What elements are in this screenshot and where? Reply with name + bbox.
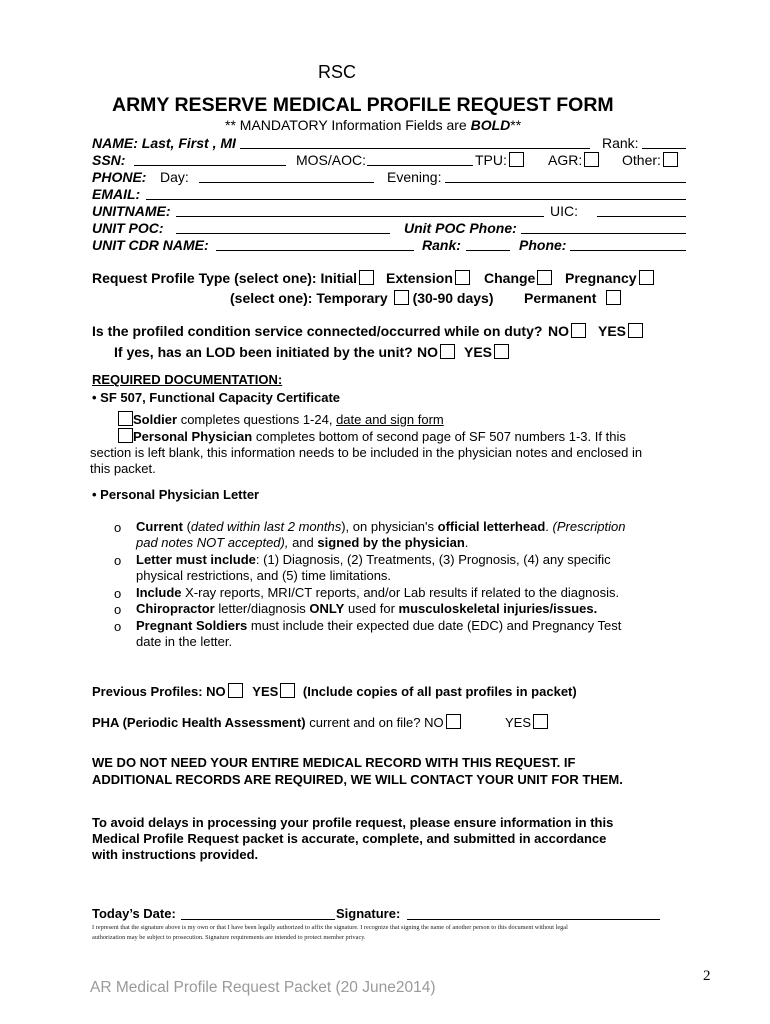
notice-line-4: Medical Profile Request packet is accurate, complete, and submitted in accordance [92,831,607,846]
day-phone-field[interactable] [199,171,374,183]
org-label: RSC [318,62,357,82]
unit-poc-label: UNIT POC: [92,220,164,236]
bullet-marker: o [114,520,122,535]
previous-no-checkbox[interactable] [228,683,243,698]
uic-label: UIC: [550,203,578,219]
unitname-label: UNITNAME: [92,203,171,219]
footer-text: AR Medical Profile Request Packet (20 June2014) [90,979,436,996]
change-checkbox[interactable] [537,270,552,285]
name-label: NAME: Last, First , MI [92,135,236,151]
item-current: Current (dated within last 2 months), on physician's official letterhead. (Prescription [136,519,626,534]
pha-yes-option[interactable]: YES [505,714,548,730]
request-type-row: Request Profile Type (select one): Initial [92,270,374,286]
disclaimer-line-2: authorization may be subject to prosecution. Signature requirements are intended to protect member privacy. [92,934,366,941]
unit-poc-phone-field[interactable] [521,222,686,234]
extension-checkbox[interactable] [455,270,470,285]
signature-label: Signature: [336,906,401,921]
condition-question: Is the profiled condition service connected/occurred while on duty? [92,323,543,339]
pregnancy-checkbox[interactable] [639,270,654,285]
notice-line-1: WE DO NOT NEED YOUR ENTIRE MEDICAL RECORD WITH THIS REQUEST. IF [92,755,576,770]
email-label: EMAIL: [92,186,141,202]
bullet-marker: o [114,619,122,634]
mos-label: MOS/AOC: [296,152,367,168]
unit-cdr-field[interactable] [216,239,414,251]
todays-date-field[interactable] [181,908,335,920]
initial-checkbox[interactable] [359,270,374,285]
condition-yes-checkbox[interactable] [628,323,643,338]
other-option[interactable]: Other: [622,152,678,168]
bullet-marker: o [114,602,122,617]
evening-label: Evening: [387,169,442,185]
physician-checkbox[interactable] [118,428,133,443]
physician-letter-item: • Personal Physician Letter [92,487,260,502]
name-field[interactable] [240,137,590,149]
tpu-option[interactable]: TPU: [475,152,524,168]
todays-date-label: Today’s Date: [92,906,176,921]
disclaimer-line-1: I represent that the signature above is my own or that I have been legally authorized to affix the signature. I recognize that signing the name of another person to this document without legal [92,924,568,931]
ssn-label: SSN: [92,152,126,168]
notice-line-5: with instructions provided. [92,847,259,862]
other-checkbox[interactable] [663,152,678,167]
day-label: Day: [160,169,189,185]
temporary-checkbox[interactable] [394,290,409,305]
item-current-line-2: pad notes NOT accepted), and signed by the physician. [136,535,469,550]
notice-line-3: To avoid delays in processing your profile request, please ensure information in this [92,815,614,830]
temporary-option[interactable]: (select one): Temporary (30-90 days) [230,290,494,306]
condition-no-option[interactable]: NO [548,323,586,339]
unitname-field[interactable] [176,205,544,217]
unit-poc-field[interactable] [176,222,390,234]
cdr-phone-label: Phone: [519,237,567,253]
cdr-rank-label: Rank: [422,237,461,253]
cdr-phone-field[interactable] [570,239,686,251]
soldier-checkbox[interactable] [118,411,133,426]
item-pregnant-line-2: date in the letter. [136,634,233,649]
extension-option[interactable]: Extension [386,270,470,286]
uic-field[interactable] [597,205,686,217]
item-pregnant: Pregnant Soldiers must include their expected due date (EDC) and Pregnancy Test [136,618,622,633]
physician-line-3: this packet. [90,461,156,476]
tpu-checkbox[interactable] [509,152,524,167]
unit-cdr-label: UNIT CDR NAME: [92,237,209,253]
ssn-field[interactable] [134,154,286,166]
cdr-rank-field[interactable] [466,239,510,251]
change-option[interactable]: Change [484,270,552,286]
pha-yes-checkbox[interactable] [533,714,548,729]
mos-field[interactable] [367,154,473,166]
item-chiropractor: Chiropractor letter/diagnosis ONLY used for musculoskeletal injuries/issues. [136,601,598,616]
lod-no-checkbox[interactable] [440,344,455,359]
pha-no-checkbox[interactable] [446,714,461,729]
pha-row: PHA (Periodic Health Assessment) current and on file? NO [92,714,461,730]
bullet-marker: o [114,586,122,601]
permanent-checkbox[interactable] [606,290,621,305]
mandatory-note: ** MANDATORY Information Fields are BOLD** [225,117,522,133]
evening-phone-field[interactable] [445,171,686,183]
notice-line-2: ADDITIONAL RECORDS ARE REQUIRED, WE WILL CONTACT YOUR UNIT FOR THEM. [92,772,623,787]
rank-field[interactable] [642,137,686,149]
previous-profiles-row: Previous Profiles: NO YES (Include copies of all past profiles in packet) [92,684,577,699]
item-letter-include: Letter must include: (1) Diagnosis, (2) Treatments, (3) Prognosis, (4) any specific [136,552,611,567]
email-field[interactable] [146,188,686,200]
rank-label: Rank: [602,135,639,151]
lod-yes-checkbox[interactable] [494,344,509,359]
item-letter-include-line-2: physical restrictions, and (5) time limitations. [136,568,392,583]
previous-yes-checkbox[interactable] [280,683,295,698]
item-include-reports: Include X-ray reports, MRI/CT reports, and/or Lab results if related to the diagnosis. [136,585,620,600]
lod-question: If yes, has an LOD been initiated by the unit? [114,344,413,360]
signature-field[interactable] [407,908,660,920]
condition-yes-option[interactable]: YES [598,323,643,339]
unit-poc-phone-label: Unit POC Phone: [404,220,517,236]
page-number: 2 [703,968,711,984]
soldier-line: Soldier completes questions 1-24, date and sign form [118,411,444,427]
agr-option[interactable]: AGR: [548,152,599,168]
pregnancy-option[interactable]: Pregnancy [565,270,654,286]
sf507-item: • SF 507, Functional Capacity Certificate [92,390,341,405]
physician-line-2: section is left blank, this information needs to be included in the physician notes and enclosed in [90,445,643,460]
agr-checkbox[interactable] [584,152,599,167]
condition-no-checkbox[interactable] [571,323,586,338]
page-title: ARMY RESERVE MEDICAL PROFILE REQUEST FORM [112,94,614,116]
bullet-marker: o [114,553,122,568]
docs-heading: REQUIRED DOCUMENTATION: [92,372,283,387]
lod-yes-option[interactable]: YES [464,344,509,360]
phone-label: PHONE: [92,169,147,185]
permanent-option[interactable]: Permanent [524,290,621,306]
lod-no-option[interactable]: NO [417,344,455,360]
physician-line: Personal Physician completes bottom of second page of SF 507 numbers 1-3. If this [118,428,626,444]
